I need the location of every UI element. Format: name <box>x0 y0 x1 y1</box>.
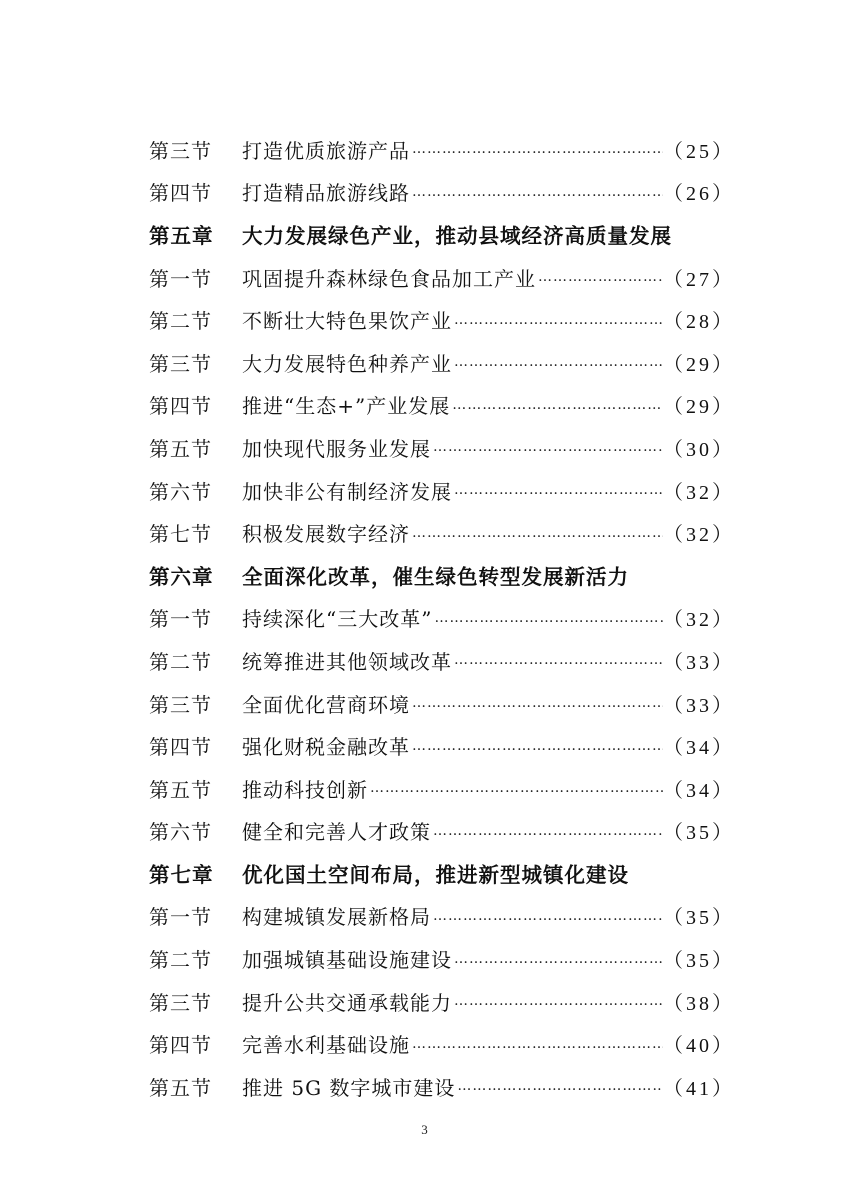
toc-section-row <box>149 810 735 853</box>
toc-entry-label: 第六节 <box>149 820 212 845</box>
toc-entry-title: 全面深化改革，催生绿色转型发展新活力 <box>242 565 629 590</box>
toc-dot-leader <box>536 269 663 285</box>
toc-dot-leader <box>368 780 663 796</box>
toc-chapter-row <box>149 554 735 597</box>
toc-dot-leader <box>452 993 663 1009</box>
toc-section-row <box>149 597 735 640</box>
toc-section-row <box>149 937 735 980</box>
toc-dot-leader <box>452 482 663 498</box>
toc-entry-label: 第三节 <box>149 138 212 163</box>
toc-page-number: （40） <box>663 1035 735 1058</box>
toc-section-row <box>149 1065 735 1108</box>
toc-entry-title: 完善水利基础设施 <box>242 1033 410 1058</box>
toc-section-row <box>149 256 735 299</box>
toc-entry-title: 大力发展绿色产业，推动县域经济高质量发展 <box>242 224 672 249</box>
toc-page-number: （34） <box>663 737 735 760</box>
toc-page-number: （35） <box>663 907 735 930</box>
toc-entry-label: 第五节 <box>149 436 212 461</box>
toc-page-number: （29） <box>663 396 735 419</box>
toc-entry-label: 第六节 <box>149 479 212 504</box>
toc-dot-leader <box>452 354 663 370</box>
toc-section-row <box>149 682 735 725</box>
toc-page-number: （41） <box>663 1077 735 1100</box>
toc-dot-leader <box>431 908 663 924</box>
toc-entry-title: 全面优化营商环境 <box>242 692 410 717</box>
toc-entry-title: 加快非公有制经济发展 <box>242 479 452 504</box>
toc-section-row <box>149 511 735 554</box>
toc-dot-leader <box>452 652 663 668</box>
toc-entry-title: 不断壮大特色果饮产业 <box>242 309 452 334</box>
toc-entry-title: 加强城镇基础设施建设 <box>242 948 452 973</box>
toc-dot-leader <box>450 397 663 413</box>
toc-dot-leader <box>452 951 663 967</box>
toc-entry-label: 第二节 <box>149 309 212 334</box>
toc-section-row <box>149 128 735 171</box>
toc-page-number: （28） <box>663 311 735 334</box>
toc-entry-title: 推动科技创新 <box>242 777 368 802</box>
toc-section-row <box>149 724 735 767</box>
toc-dot-leader <box>410 184 663 200</box>
toc-entry-title: 巩固提升森林绿色食品加工产业 <box>242 266 536 291</box>
toc-entry-title: 优化国土空间布局，推进新型城镇化建设 <box>242 863 629 888</box>
toc-section-row <box>149 639 735 682</box>
toc-entry-label: 第四节 <box>149 181 212 206</box>
toc-entry-label: 第五节 <box>149 777 212 802</box>
toc-entry-label: 第三节 <box>149 990 212 1015</box>
toc-entry-label: 第四节 <box>149 394 212 419</box>
toc-page-number: （25） <box>663 140 735 163</box>
toc-entry-label: 第一节 <box>149 266 212 291</box>
toc-section-row <box>149 1022 735 1065</box>
toc-entry-label: 第七节 <box>149 522 212 547</box>
toc-entry-title: 统筹推进其他领域改革 <box>242 649 452 674</box>
toc-entry-title: 持续深化“三大改革” <box>242 607 433 632</box>
toc-page-number: （32） <box>663 609 735 632</box>
toc-section-row <box>149 384 735 427</box>
toc-page-number: （26） <box>663 183 735 206</box>
toc-section-row <box>149 980 735 1023</box>
toc-entry-title: 加快现代服务业发展 <box>242 436 431 461</box>
toc-page-number: （30） <box>663 438 735 461</box>
toc-entry-title: 构建城镇发展新格局 <box>242 905 431 930</box>
toc-entry-title: 积极发展数字经济 <box>242 522 410 547</box>
toc-section-row <box>149 469 735 512</box>
toc-entry-label: 第三节 <box>149 692 212 717</box>
toc-page-number: （33） <box>663 694 735 717</box>
toc-page-number: （27） <box>663 268 735 291</box>
toc-dot-leader <box>410 525 663 541</box>
toc-entry-label: 第五章 <box>149 224 214 249</box>
toc-section-row <box>149 767 735 810</box>
toc-dot-leader <box>455 1078 663 1094</box>
toc-entry-title: 强化财税金融改革 <box>242 735 410 760</box>
toc-entry-label: 第二节 <box>149 948 212 973</box>
toc-page-number: （33） <box>663 651 735 674</box>
toc-section-row <box>149 895 735 938</box>
toc-entry-title: 打造精品旅游线路 <box>242 181 410 206</box>
toc-dot-leader <box>410 141 663 157</box>
toc-page-number: （35） <box>663 822 735 845</box>
toc-dot-leader <box>410 738 663 754</box>
toc-dot-leader <box>432 610 663 626</box>
toc-section-row <box>149 341 735 384</box>
toc-entry-label: 第二节 <box>149 649 212 674</box>
page-number: 3 <box>421 1122 428 1137</box>
toc-dot-leader <box>452 312 663 328</box>
toc-entry-label: 第五节 <box>149 1075 212 1100</box>
toc-page-number: （35） <box>663 950 735 973</box>
toc-entry-title: 推进“生态+”产业发展 <box>242 394 451 419</box>
toc-entry-label: 第一节 <box>149 905 212 930</box>
toc-dot-leader <box>410 1036 663 1052</box>
toc-page-number: （34） <box>663 779 735 802</box>
toc-entry-title: 打造优质旅游产品 <box>242 138 410 163</box>
toc-entry-label: 第四节 <box>149 1033 212 1058</box>
toc-dot-leader <box>431 823 663 839</box>
toc-entry-title: 大力发展特色种养产业 <box>242 351 452 376</box>
toc-entry-title: 提升公共交通承载能力 <box>242 990 452 1015</box>
toc-chapter-row <box>149 852 735 895</box>
toc-page-number: （32） <box>663 481 735 504</box>
toc-entry-title: 推进 5G 数字城市建设 <box>242 1075 456 1100</box>
toc-entry-label: 第七章 <box>149 863 214 888</box>
toc-entry-label: 第三节 <box>149 351 212 376</box>
toc-section-row <box>149 298 735 341</box>
toc-section-row <box>149 171 735 214</box>
toc-chapter-row <box>149 213 735 256</box>
toc-dot-leader <box>431 439 663 455</box>
toc-entry-title: 健全和完善人才政策 <box>242 820 431 845</box>
toc-page-number: （38） <box>663 992 735 1015</box>
toc-page-number: （32） <box>663 524 735 547</box>
toc-entry-label: 第一节 <box>149 607 212 632</box>
toc-entry-label: 第四节 <box>149 735 212 760</box>
toc-entry-label: 第六章 <box>149 565 214 590</box>
toc-page-number: （29） <box>663 353 735 376</box>
table-of-contents <box>149 128 735 1108</box>
toc-dot-leader <box>410 695 663 711</box>
toc-section-row <box>149 426 735 469</box>
